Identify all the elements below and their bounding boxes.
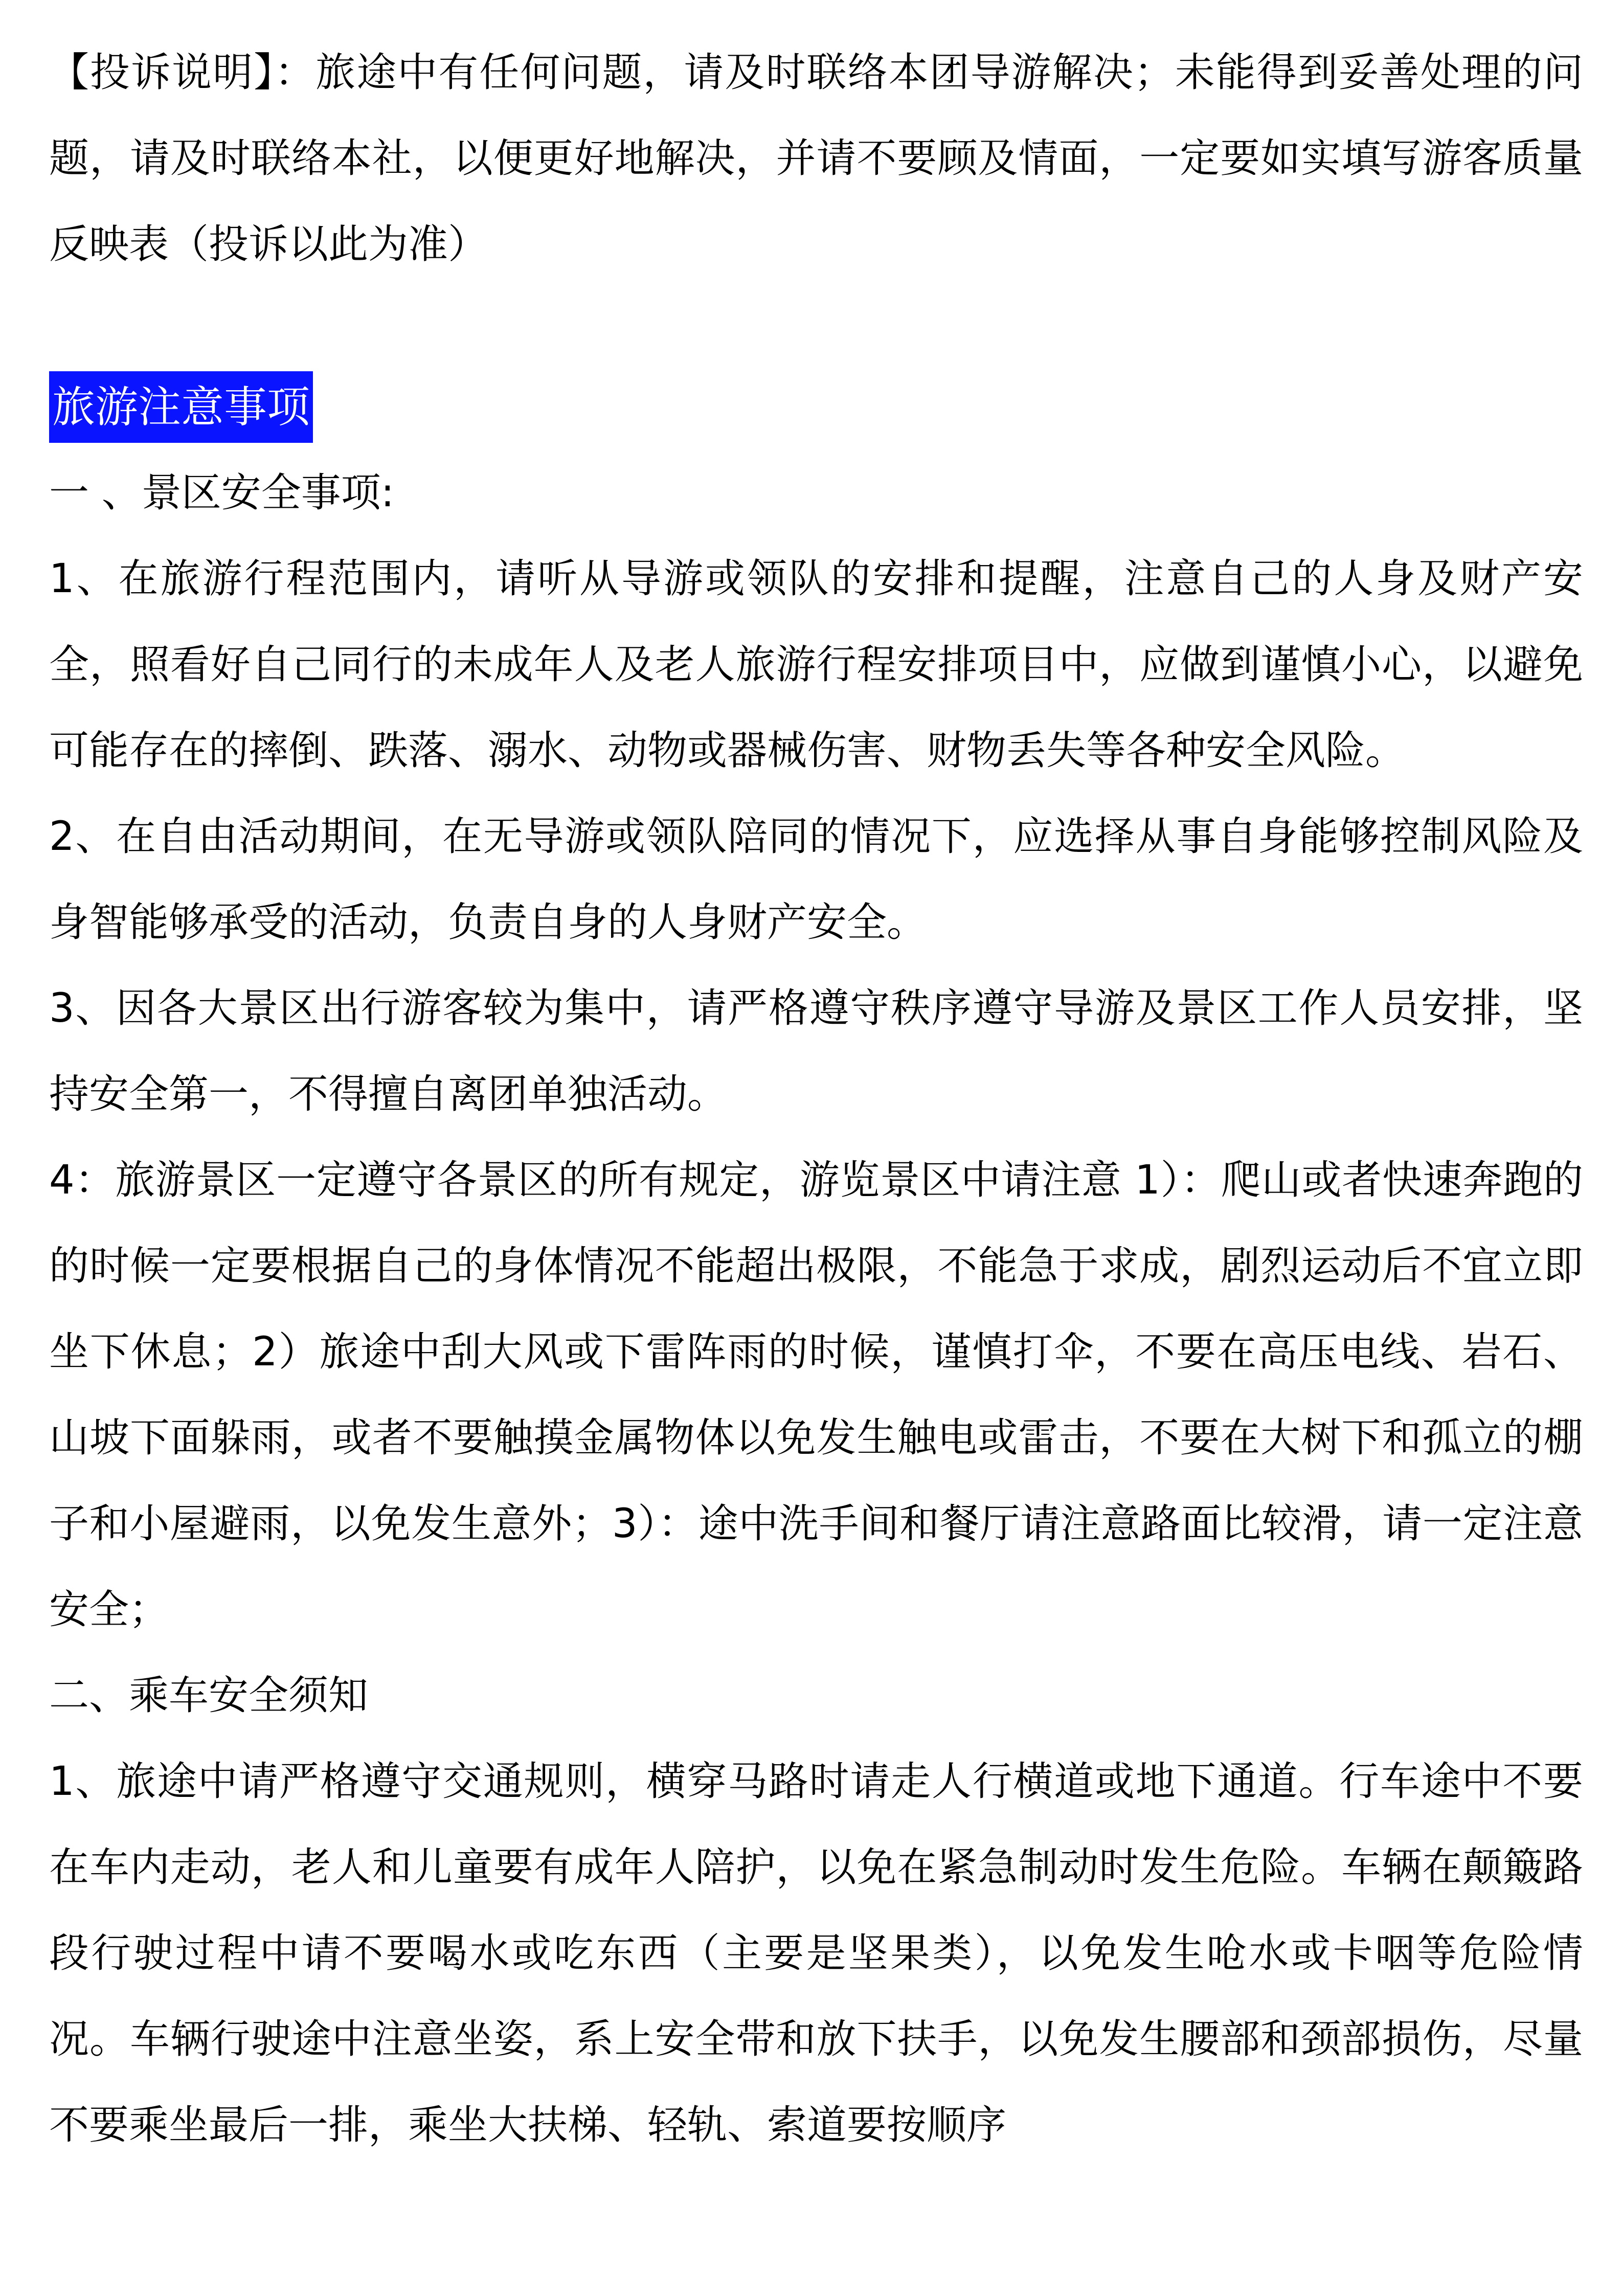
- section-title-vehicle-safety: 二、乘车安全须知: [49, 1673, 369, 1719]
- heading-row: [49, 364, 1583, 450]
- section-heading: 旅游注意事项: [49, 371, 313, 443]
- scenic-safety-item-2: 2、在自由活动期间，在无导游或领队陪同的情况下，应选择从事自身能够控制风险及身智能够承受的活动，负责自身的人身财产安全。: [49, 814, 1583, 946]
- scenic-safety-item-3: 3、因各大景区出行游客较为集中，请严格遵守秩序遵守导游及景区工作人员安排，坚持安全第一，不得擅自离团单独活动。: [49, 985, 1583, 1117]
- vehicle-safety-item-1: 1、旅途中请严格遵守交通规则，横穿马路时请走人行横道或地下通道。行车途中不要在车内走动，老人和儿童要有成年人陪护，以免在紧急制动时发生危险。车辆在颠簸路段行驶过程中请不要喝水或吃东西（主要是坚果类），以免发生呛水或卡咽等危险情况。车辆行驶途中注意坐姿，系上安全带和放下扶手，以免发生腰部和颈部损伤，尽量不要乘坐最后一排，乘坐大扶梯、轻轨、索道要按顺序: [49, 1759, 1583, 2148]
- spacer: [49, 287, 1583, 364]
- scenic-safety-item-4: 4：旅游景区一定遵守各景区的所有规定，游览景区中请注意 1）：爬山或者快速奔跑的的时候一定要根据自己的身体情况不能超出极限，不能急于求成，剧烈运动后不宜立即坐下休息；2）旅途中刮大风或下雷阵雨的时候，谨慎打伞，不要在高压电线、岩石、山坡下面躲雨，或者不要触摸金属物体以免发生触电或雷击，不要在大树下和孤立的棚子和小屋避雨，以免发生意外；3）：途中洗手间和餐厅请注意路面比较滑，请一定注意安全；: [49, 1157, 1583, 1633]
- complaint-note: 【投诉说明】：旅途中有任何问题，请及时联络本团导游解决；未能得到妥善处理的问题，请及时联络本社，以便更好地解决，并请不要顾及情面，一定要如实填写游客质量反映表（投诉以此为准）: [49, 50, 1583, 267]
- scenic-safety-item-1: 1、在旅游行程范围内，请听从导游或领队的安排和提醒，注意自己的人身及财产安全，照看好自己同行的未成年人及老人旅游行程安排项目中，应做到谨慎小心，以避免可能存在的摔倒、跌落、溺水、动物或器械伤害、财物丢失等各种安全风险。: [49, 556, 1583, 774]
- section-title-scenic-safety: 一 、景区安全事项:: [49, 470, 395, 516]
